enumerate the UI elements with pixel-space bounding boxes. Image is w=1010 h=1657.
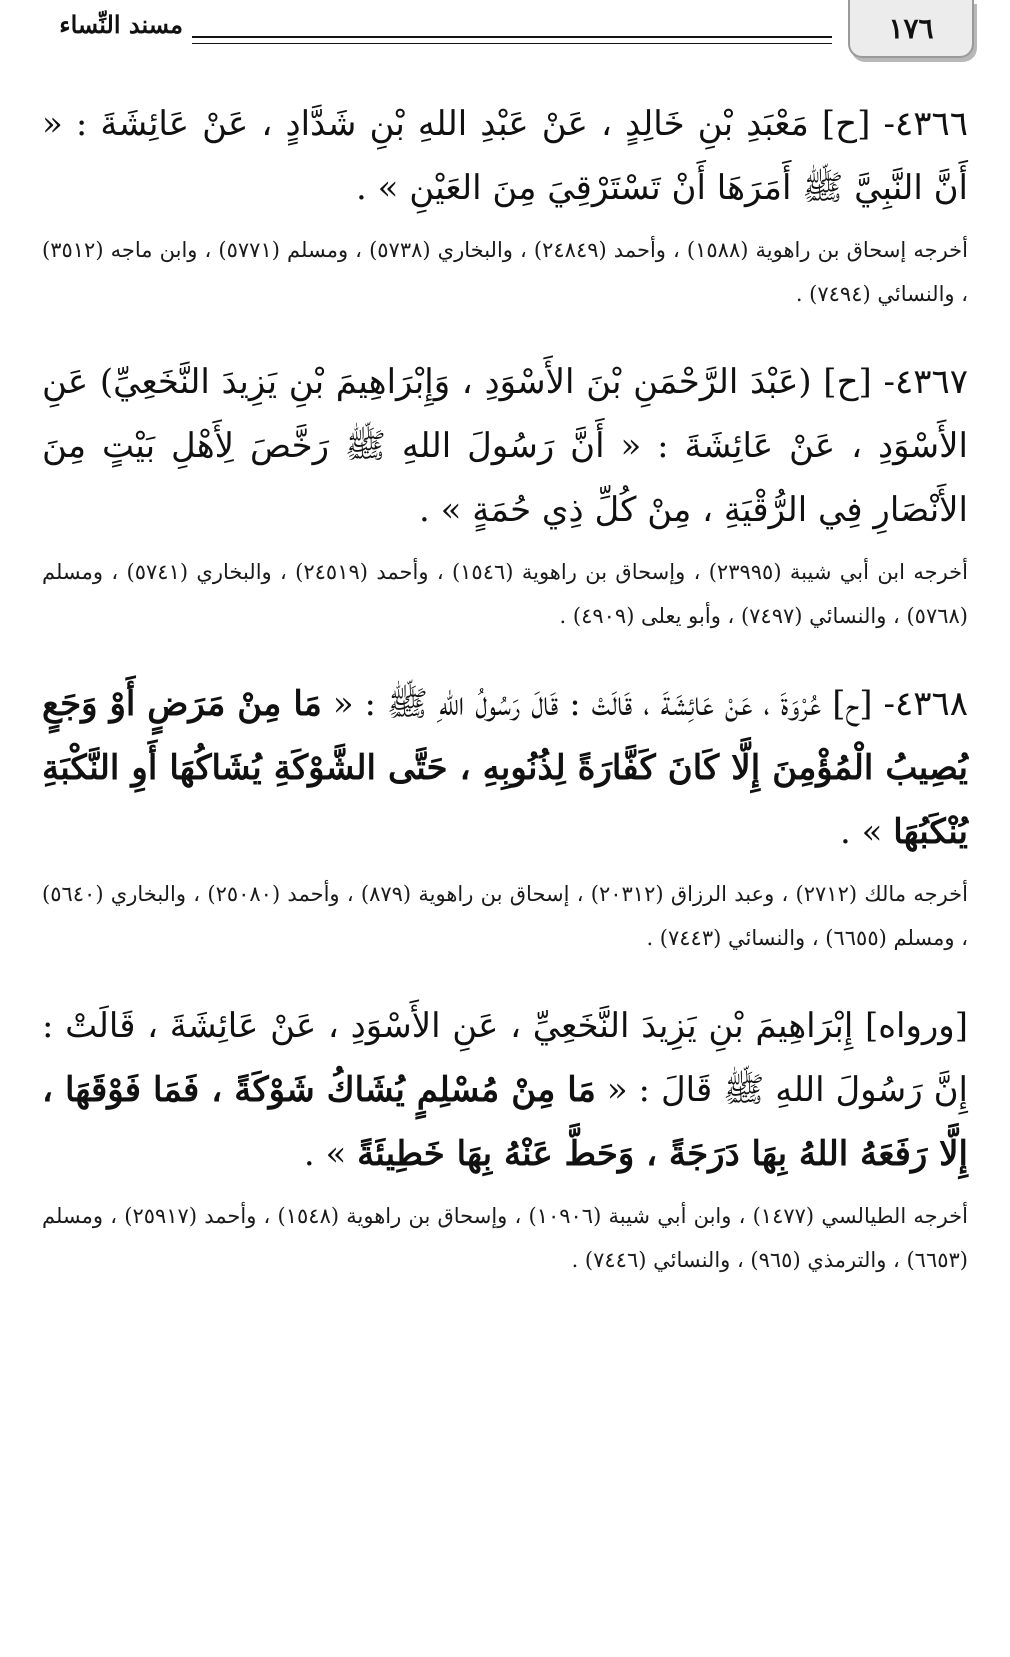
takhrij-note: أخرجه مالك (٢٧١٢) ، وعبد الرزاق (٢٠٣١٢) ، إسحاق بن راهوية (٨٧٩) ، وأحمد (٢٥٠٨٠) ، والبخاري (٥٦٤٠) ، ومسلم (٦٦٥٥) ، والنسائي (٧٤٤٣) . (42, 882, 968, 950)
hadith-text-plain: [ورواه] إِبْرَاهِيمَ بْنِ يَزِيدَ النَّخَعِيِّ ، عَنِ الأَسْوَدِ ، عَنْ عَائِشَةَ ، قَالَتْ : إِنَّ رَسُولَ اللهِ ﷺ قَالَ : « (42, 1006, 969, 1110)
hadith-entry (42, 92, 968, 316)
hadith-text (42, 350, 968, 542)
hadith-matn-bold: مَا مِنْ مُسْلِمٍ يُشَاكُ شَوْكَةً ، فَمَا فَوْقَهَا ، إِلَّا رَفَعَهُ اللهُ بِهَا دَرَجَةً ، وَحَطَّ عَنْهُ بِهَا خَطِيئَةً (42, 1070, 968, 1174)
hadith-matn-bold: مَا مِنْ مَرَضٍ أَوْ وَجَعٍ يُصِيبُ الْمُؤْمِنَ إِلَّا كَانَ كَفَّارَةً لِذُنُوبِهِ ، حَتَّى الشَّوْكَةِ يُشَاكُهَا أَوِ النَّكْبَةِ يُنْكَبُهَا (42, 684, 968, 852)
hadith-entry (42, 350, 968, 638)
page-number: ١٧٦ (848, 0, 974, 58)
header-rule-thin (192, 43, 832, 44)
hadith-text (42, 994, 968, 1186)
page-content (42, 92, 968, 1316)
takhrij-note: أخرجه ابن أبي شيبة (٢٣٩٩٥) ، وإسحاق بن راهوية (١٥٤٦) ، وأحمد (٢٤٥١٩) ، والبخاري (٥٧٤١) ، ومسلم (٥٧٦٨) ، والنسائي (٧٤٩٧) ، وأبو يعلى (٤٩٠٩) . (42, 560, 968, 628)
hadith-text (42, 92, 968, 220)
hadith-text-closing: » . (839, 812, 883, 852)
takhrij-note: أخرجه الطيالسي (١٤٧٧) ، وابن أبي شيبة (١٠٩٠٦) ، وإسحاق بن راهوية (١٥٤٨) ، وأحمد (٢٥٩١٧) ، ومسلم (٦٦٥٣) ، والترمذي (٩٦٥) ، والنسائي (٧٤٤٦) . (42, 1204, 968, 1272)
takhrij-note: أخرجه إسحاق بن راهوية (١٥٨٨) ، وأحمد (٢٤٨٤٩) ، والبخاري (٥٧٣٨) ، ومسلم (٥٧٧١) ، وابن ماجه (٣٥١٢) ، والنسائي (٧٤٩٤) . (42, 238, 968, 306)
hadith-text-plain: ٤٣٦٨- [ح] عُرْوَةَ ، عَنْ عَائِشَةَ ، قَالَتْ : قَالَ رَسُولُ اللهِ ﷺ : « (332, 684, 969, 724)
hadith-entry (42, 672, 968, 960)
book-title: مسند النِّساء (59, 10, 183, 39)
hadith-text-closing: » . (303, 1134, 347, 1174)
header-rule (192, 36, 832, 38)
hadith-text (42, 672, 968, 864)
hadith-text-plain: ٤٣٦٧- [ح] (عَبْدَ الرَّحْمَنِ بْنَ الأَسْوَدِ ، وَإِبْرَاهِيمَ بْنِ يَزِيدَ النَّخَعِيِّ) عَنِ الأَسْوَدِ ، عَنْ عَائِشَةَ : « أَنَّ رَسُولَ اللهِ ﷺ رَخَّصَ لِأَهْلِ بَيْتٍ مِنَ الأَنْصَارِ فِي الرُّقْيَةِ ، مِنْ كُلِّ ذِي حُمَةٍ » . (42, 362, 968, 530)
hadith-entry (42, 994, 968, 1282)
hadith-text-plain: ٤٣٦٦- [ح] مَعْبَدِ بْنِ خَالِدٍ ، عَنْ عَبْدِ اللهِ بْنِ شَدَّادٍ ، عَنْ عَائِشَةَ : « أَنَّ النَّبِيَّ ﷺ أَمَرَهَا أَنْ تَسْتَرْقِيَ مِنَ العَيْنِ » . (42, 104, 968, 208)
